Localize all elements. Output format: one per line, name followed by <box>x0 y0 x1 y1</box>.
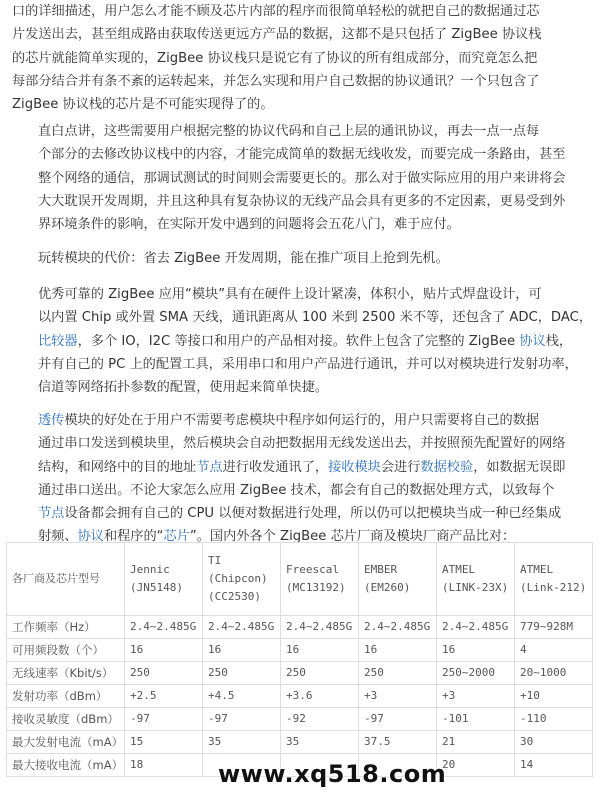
text-segment: 个部分的去修改协议栈中的内容，才能完成简单的数据无线收发，而要完成一条路由，甚至 <box>38 147 566 163</box>
text-line <box>38 353 596 376</box>
text-line <box>12 23 596 46</box>
table-cell: 35 <box>281 731 359 754</box>
table-cell: 250 <box>203 662 281 685</box>
header-cell-vendor <box>203 543 281 616</box>
text-line <box>38 456 596 479</box>
keyword-link[interactable]: 数据校验 <box>420 459 474 475</box>
table-cell: 250 <box>281 662 359 685</box>
text-line <box>38 247 596 270</box>
text-segment: 会进行 <box>380 459 421 475</box>
table-row <box>7 662 593 685</box>
table-cell: 250~2000 <box>437 662 515 685</box>
text-segment: 玩转模块的代价：省去 ZigBee 开发周期，能在推广项目上抢到先机。 <box>38 251 449 266</box>
text-segment: 通过串口发送到模块里，然后模块会自动把数据用无线发送出去，并按照预先配置好的网络 <box>38 436 566 452</box>
text-segment: 模块的好处在于用户不需要考虑模块中程序如何运行的，用户只需要将自己的数据 <box>64 413 540 428</box>
header-cell-label <box>7 543 125 616</box>
table-cell: 16 <box>203 639 281 662</box>
row-label: 无线速率（Kbit/s） <box>7 662 125 685</box>
text-segment: 并有自己的 PC 上的配置工具，采用串口和用户产品进行通讯，并可以对模块进行发射功率， <box>38 356 578 372</box>
header-text: ATMEL <box>442 563 476 576</box>
table-cell: 779~928M <box>515 616 593 639</box>
text-line <box>38 306 596 329</box>
keyword-link[interactable]: 协议 <box>519 333 546 349</box>
table-cell: +3 <box>359 685 437 708</box>
row-label: 最大接收电流（mA） <box>7 754 125 777</box>
table-row <box>7 639 593 662</box>
text-line <box>38 432 596 455</box>
header-text: 各厂商及芯片型号 <box>12 572 100 585</box>
text-segment: 栈， <box>545 333 573 349</box>
table-cell: 2.4~2.485G <box>359 616 437 639</box>
table-cell: 20 <box>437 754 515 777</box>
text-segment: 片发送出去，甚至组成路由获取传送更远方产品的数据，这都不是只包括了 ZigBee 协议栈 <box>12 27 542 43</box>
text-segment: ，多个 IO，I2C 等接口和用户的产品相对接。软件上包含了完整的 ZigBee <box>77 333 520 349</box>
table-cell: 15 <box>125 731 203 754</box>
table-cell: +4.5 <box>203 685 281 708</box>
table-row <box>7 731 593 754</box>
header-text: (Link-212) <box>520 581 587 594</box>
header-text: (MC13192) <box>286 581 346 594</box>
table-cell: -97 <box>125 708 203 731</box>
table-cell: 2.4~2.485G <box>281 616 359 639</box>
text-line <box>38 502 596 525</box>
row-label: 最大发射电流（mA） <box>7 731 125 754</box>
header-cell-vendor <box>359 543 437 616</box>
text-segment: 的芯片就能简单实现的，ZigBee 协议栈只是说它有了协议的所有组成部分，而究竟怎么把 <box>12 50 538 66</box>
paragraph-2 <box>12 120 596 236</box>
table-cell: +10 <box>515 685 593 708</box>
text-segment: 结构，和网络中的目的地址 <box>38 459 197 475</box>
table-cell: 35 <box>203 731 281 754</box>
text-line <box>38 120 596 143</box>
table-header-row <box>7 543 593 616</box>
table-cell: 20~1000 <box>515 662 593 685</box>
header-text: Jennic <box>130 563 170 576</box>
text-segment: 口的详细描述，用户怎么才能不顾及芯片内部的程序而很简单轻松的就把自己的数据通过芯 <box>12 4 540 19</box>
text-line <box>38 167 596 190</box>
paragraph-1 <box>12 0 596 116</box>
text-segment: 以内置 Chip 或外置 SMA 天线，通讯距离从 100 米到 2500 米不等，还包含了 ADC，DAC， <box>38 310 593 326</box>
keyword-link[interactable]: 节点 <box>38 506 65 522</box>
text-line <box>12 93 596 116</box>
text-segment: 和程序的“ <box>103 529 164 545</box>
row-label: 可用频段数（个） <box>7 639 125 662</box>
keyword-link[interactable]: 接收模块 <box>328 459 381 475</box>
table-cell: 14 <box>515 754 593 777</box>
text-segment: 直白点讲，这些需要用户根据完整的协议代码和自己上层的通讯协议，再去一点一点每 <box>38 124 540 139</box>
table-row <box>7 616 593 639</box>
keyword-link[interactable]: 比较器 <box>38 333 78 349</box>
text-segment: ，如数据无误即 <box>473 459 566 475</box>
text-line <box>38 143 596 166</box>
keyword-link[interactable]: 节点 <box>196 459 223 475</box>
text-line <box>12 0 596 23</box>
text-segment: 优秀可靠的 ZigBee 应用“模块”具有在硬件上设计紧凑，体积小，贴片式焊盘设计，可 <box>38 287 542 302</box>
keyword-link[interactable]: 透传 <box>38 413 65 428</box>
table-cell: 30 <box>515 731 593 754</box>
header-cell-vendor <box>281 543 359 616</box>
paragraph-3 <box>12 247 596 270</box>
text-line <box>12 70 596 93</box>
header-text: ATMEL <box>520 563 554 576</box>
table-cell: 16 <box>359 639 437 662</box>
text-line <box>38 409 596 432</box>
text-segment: 界环境条件的影响，在实际开发中遇到的问题将会五花八门，难于应付。 <box>38 217 460 233</box>
header-text: (EM260) <box>364 581 411 594</box>
text-segment: ”。国内外各个 ZigBee 芯片厂商及模块厂商产品比对： <box>189 529 516 545</box>
table-row <box>7 685 593 708</box>
header-text: (Chipcon) <box>208 572 268 585</box>
table-cell: 18 <box>125 754 203 777</box>
header-text: (LINK-23X) <box>442 581 509 594</box>
text-segment: 整个网络的通信，那调试测试的时间则会需要更长的。那么对于做实际应用的用户来讲将会 <box>38 170 566 186</box>
header-cell-vendor <box>125 543 203 616</box>
header-cell-vendor <box>437 543 515 616</box>
header-text: TI <box>208 554 222 567</box>
table-cell: -110 <box>515 708 593 731</box>
table-cell: 16 <box>281 639 359 662</box>
watermark: www.xq518.com <box>218 760 447 788</box>
table-cell: -97 <box>359 708 437 731</box>
table-cell: 4 <box>515 639 593 662</box>
text-segment: 通过串口送出。不论大家怎么应用 ZigBee 技术，都会有自己的数据处理方式，以致每个 <box>38 482 555 498</box>
header-text: (CC2530) <box>208 590 261 603</box>
text-line <box>38 190 596 213</box>
paragraph-5 <box>12 409 596 549</box>
row-label: 接收灵敏度（dBm） <box>7 708 125 731</box>
table-cell: 16 <box>125 639 203 662</box>
table-cell: 2.4~2.485G <box>125 616 203 639</box>
comparison-table <box>6 542 593 777</box>
paragraph-4 <box>12 283 596 399</box>
text-line <box>38 330 596 353</box>
table-cell: 21 <box>437 731 515 754</box>
text-line <box>38 376 596 399</box>
text-segment: 进行收发通讯了， <box>222 459 329 475</box>
text-segment: 每部分结合并有条不紊的运转起来，并怎么实现和用户自己数据的协议通讯？一个只包含了 <box>12 73 540 89</box>
table-cell: +3 <box>437 685 515 708</box>
table-cell: -101 <box>437 708 515 731</box>
table-cell: +2.5 <box>125 685 203 708</box>
text-segment: 信道等网络拓扑参数的配置，使用起来简单快捷。 <box>38 380 329 396</box>
text-line <box>38 283 596 306</box>
text-line <box>38 479 596 502</box>
keyword-link[interactable]: 芯片 <box>163 529 190 545</box>
table-cell: 16 <box>437 639 515 662</box>
table-cell: 250 <box>359 662 437 685</box>
table-cell: -92 <box>281 708 359 731</box>
table-cell: 2.4~2.485G <box>203 616 281 639</box>
table-row <box>7 708 593 731</box>
table-cell: 2.4~2.485G <box>437 616 515 639</box>
text-line <box>12 47 596 70</box>
row-label: 发射功率（dBm） <box>7 685 125 708</box>
text-line <box>38 213 596 236</box>
text-segment: ZigBee 协议栈的芯片是不可能实现得了的。 <box>12 97 274 113</box>
table-cell: 37.5 <box>359 731 437 754</box>
table-cell: 250 <box>125 662 203 685</box>
text-segment: 设备都会拥有自己的 CPU 以便对数据进行处理，所以仍可以把模块当成一种已经集成 <box>64 506 562 522</box>
header-text: EMBER <box>364 563 398 576</box>
text-segment: 射频、 <box>38 529 78 545</box>
table-cell: +3.6 <box>281 685 359 708</box>
header-text: Freescal <box>286 563 339 576</box>
text-segment: 大大耽误开发周期，并且这种具有复杂协议的无线产品会具有更多的不定因素，更易受到外 <box>38 193 566 209</box>
header-cell-vendor <box>515 543 593 616</box>
table-cell: -97 <box>203 708 281 731</box>
keyword-link[interactable]: 协议 <box>77 529 104 545</box>
header-text: (JN5148) <box>130 581 183 594</box>
row-label: 工作频率（Hz） <box>7 616 125 639</box>
